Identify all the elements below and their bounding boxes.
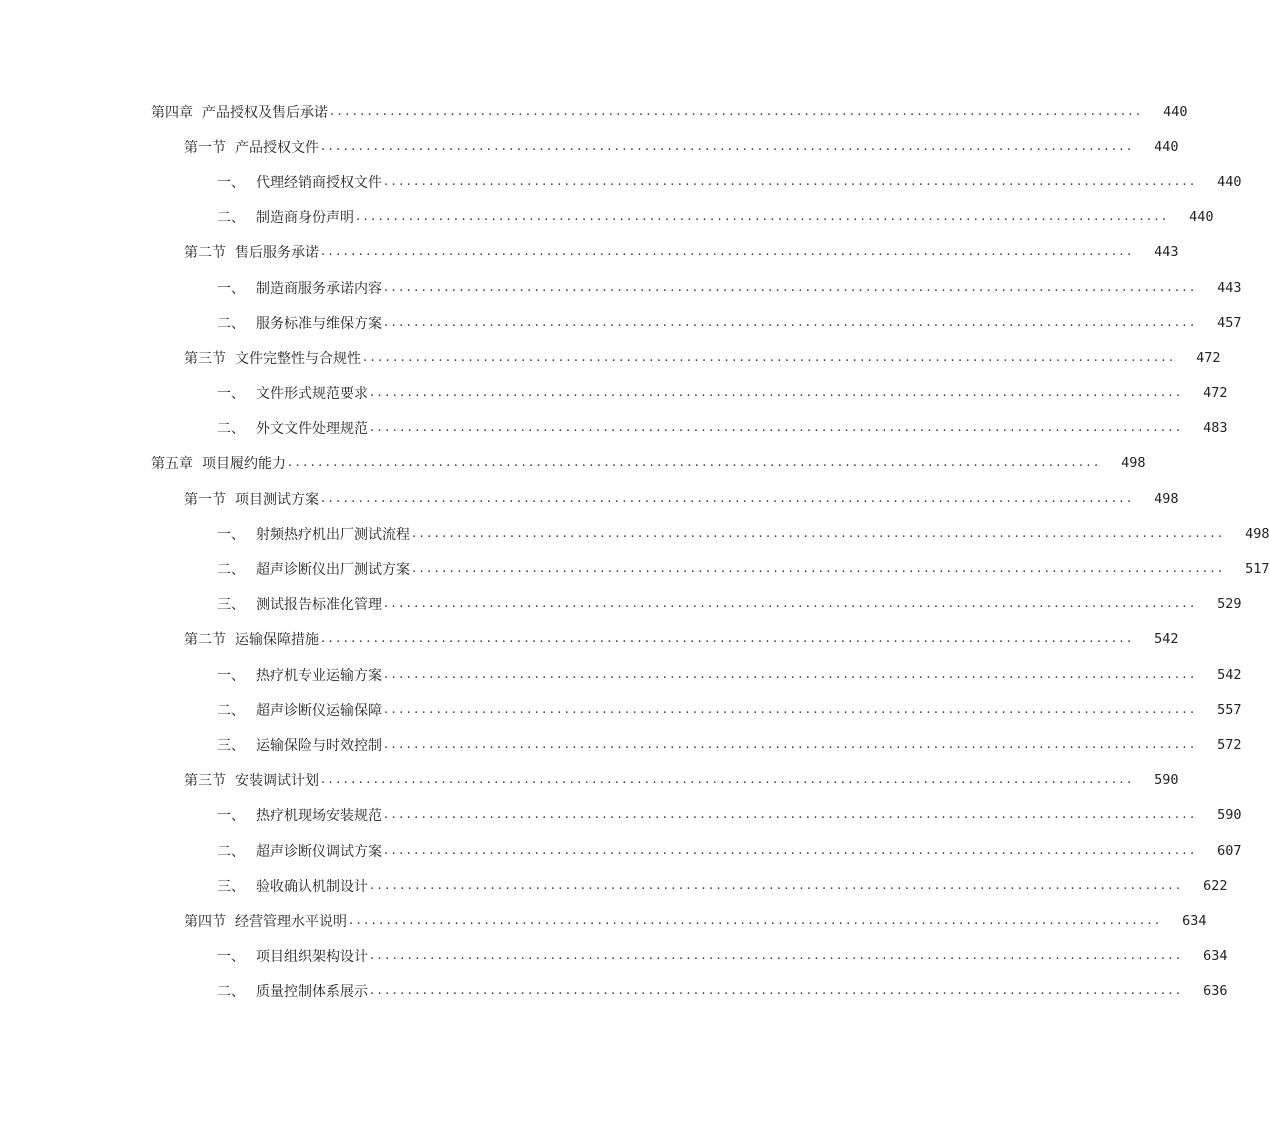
toc-entry[interactable] <box>0 798 1242 833</box>
toc-entry[interactable] <box>0 551 1270 586</box>
toc-entry-number: 一、 <box>217 280 245 297</box>
toc-dot-leader: ............................................................................................................ <box>384 736 1198 752</box>
toc-entry-number: 一、 <box>217 526 245 543</box>
toc-entry-number: 一、 <box>217 667 245 684</box>
toc-entry-number: 二、 <box>217 843 245 860</box>
toc-entry-title: 文件形式规范要求 <box>256 386 368 403</box>
toc-entry[interactable] <box>0 833 1242 868</box>
toc-entry-page: 498 <box>1154 490 1179 507</box>
toc-entry[interactable] <box>0 727 1242 762</box>
toc-entry-number: 第三节 <box>184 773 226 790</box>
toc-dot-leader: ............................................................................................................ <box>321 244 1135 260</box>
toc-entry[interactable] <box>0 446 1146 481</box>
toc-entry[interactable] <box>0 129 1179 164</box>
toc-entry-page: 634 <box>1182 912 1207 929</box>
toc-dot-leader: ............................................................................................................ <box>384 314 1198 330</box>
toc-entry-page: 457 <box>1217 314 1242 331</box>
toc-entry-title: 项目履约能力 <box>202 456 286 473</box>
toc-entry-title: 运输保障措施 <box>235 632 319 649</box>
toc-entry-number: 一、 <box>217 808 245 825</box>
toc-entry-number: 三、 <box>217 597 245 614</box>
toc-dot-leader: ............................................................................................................ <box>412 525 1226 541</box>
toc-entry-number: 二、 <box>217 421 245 438</box>
toc-dot-leader: ............................................................................................................ <box>321 490 1135 506</box>
toc-entry-title: 经营管理水平说明 <box>235 913 347 930</box>
toc-entry[interactable] <box>0 270 1242 305</box>
toc-entry-title: 验收确认机制设计 <box>256 878 368 895</box>
toc-entry-page: 517 <box>1245 561 1270 578</box>
toc-entry[interactable] <box>0 516 1270 551</box>
toc-entry-page: 472 <box>1196 349 1221 366</box>
toc-entry-page: 529 <box>1217 596 1242 613</box>
toc-dot-leader: ............................................................................................................ <box>384 807 1198 823</box>
toc-entry[interactable] <box>0 974 1228 1009</box>
toc-entry-title: 外文文件处理规范 <box>256 421 368 438</box>
toc-entry-number: 第二节 <box>184 632 226 649</box>
toc-entry-page: 498 <box>1245 525 1270 542</box>
toc-entry-page: 634 <box>1203 948 1228 965</box>
toc-entry-page: 542 <box>1217 666 1242 683</box>
toc-entry-number: 一、 <box>217 949 245 966</box>
toc-entry-page: 440 <box>1163 103 1188 120</box>
toc-entry[interactable] <box>0 481 1179 516</box>
toc-dot-leader: ............................................................................................................ <box>384 701 1198 717</box>
toc-entry-title: 超声诊断仪调试方案 <box>256 843 382 860</box>
toc-entry-page: 542 <box>1154 631 1179 648</box>
toc-dot-leader: ............................................................................................................ <box>349 912 1163 928</box>
toc-entry-title: 安装调试计划 <box>235 773 319 790</box>
toc-entry-page: 636 <box>1203 983 1228 1000</box>
toc-dot-leader: ............................................................................................................ <box>370 877 1184 893</box>
toc-entry-page: 590 <box>1217 807 1242 824</box>
toc-entry-title: 热疗机专业运输方案 <box>256 667 382 684</box>
toc-entry-title: 代理经销商授权文件 <box>256 174 382 191</box>
toc-entry[interactable] <box>0 235 1179 270</box>
toc-entry-page: 483 <box>1203 420 1228 437</box>
toc-entry-page: 622 <box>1203 877 1228 894</box>
toc-entry-number: 第一节 <box>184 139 226 156</box>
toc-entry-page: 572 <box>1217 736 1242 753</box>
toc-entry[interactable] <box>0 376 1228 411</box>
toc-dot-leader: ............................................................................................................ <box>321 631 1135 647</box>
toc-entry-title: 售后服务承诺 <box>235 245 319 262</box>
toc-entry[interactable] <box>0 622 1179 657</box>
toc-entry-title: 制造商身份声明 <box>256 210 354 227</box>
toc-dot-leader: ............................................................................................................ <box>370 420 1184 436</box>
toc-entry-title: 运输保险与时效控制 <box>256 737 382 754</box>
toc-entry[interactable] <box>0 868 1228 903</box>
toc-dot-leader: ............................................................................................................ <box>384 842 1198 858</box>
toc-dot-leader: ............................................................................................................ <box>321 138 1135 154</box>
toc-entry-title: 产品授权文件 <box>235 139 319 156</box>
toc-entry-title: 超声诊断仪出厂测试方案 <box>256 562 410 579</box>
table-of-contents <box>0 94 1270 1009</box>
toc-entry-page: 472 <box>1203 385 1228 402</box>
toc-entry[interactable] <box>0 200 1214 235</box>
toc-entry[interactable] <box>0 164 1242 199</box>
toc-entry[interactable] <box>0 587 1242 622</box>
toc-entry-page: 443 <box>1154 244 1179 261</box>
toc-dot-leader: ............................................................................................................ <box>384 666 1198 682</box>
toc-entry-title: 测试报告标准化管理 <box>256 597 382 614</box>
toc-entry-page: 440 <box>1189 209 1214 226</box>
toc-dot-leader: ............................................................................................................ <box>330 103 1144 119</box>
toc-dot-leader: ............................................................................................................ <box>370 948 1184 964</box>
toc-entry-number: 第一节 <box>184 491 226 508</box>
toc-entry-title: 项目组织架构设计 <box>256 949 368 966</box>
toc-entry-number: 二、 <box>217 210 245 227</box>
toc-entry-title: 制造商服务承诺内容 <box>256 280 382 297</box>
toc-dot-leader: ............................................................................................................ <box>412 561 1226 577</box>
toc-entry-number: 二、 <box>217 702 245 719</box>
toc-entry-number: 二、 <box>217 984 245 1001</box>
toc-entry-number: 一、 <box>217 174 245 191</box>
toc-dot-leader: ............................................................................................................ <box>370 385 1184 401</box>
toc-entry[interactable] <box>0 305 1242 340</box>
toc-dot-leader: ............................................................................................................ <box>356 209 1170 225</box>
toc-entry-title: 质量控制体系展示 <box>256 984 368 1001</box>
toc-entry-page: 590 <box>1154 772 1179 789</box>
toc-entry-title: 超声诊断仪运输保障 <box>256 702 382 719</box>
toc-entry-number: 第三节 <box>184 350 226 367</box>
toc-dot-leader: ............................................................................................................ <box>370 983 1184 999</box>
toc-entry-page: 607 <box>1217 842 1242 859</box>
toc-entry-number: 二、 <box>217 562 245 579</box>
toc-dot-leader: ............................................................................................................ <box>288 455 1102 471</box>
toc-entry[interactable] <box>0 763 1179 798</box>
toc-entry[interactable] <box>0 903 1207 938</box>
toc-entry-page: 443 <box>1217 279 1242 296</box>
toc-entry[interactable] <box>0 411 1228 446</box>
toc-entry-number: 第四章 <box>151 104 193 121</box>
toc-entry[interactable] <box>0 657 1242 692</box>
toc-entry-number: 第五章 <box>151 456 193 473</box>
toc-entry[interactable] <box>0 94 1188 129</box>
toc-entry[interactable] <box>0 692 1242 727</box>
toc-entry-page: 440 <box>1217 173 1242 190</box>
toc-entry-page: 440 <box>1154 138 1179 155</box>
toc-entry[interactable] <box>0 939 1228 974</box>
toc-entry-title: 热疗机现场安装规范 <box>256 808 382 825</box>
toc-entry-number: 第二节 <box>184 245 226 262</box>
toc-dot-leader: ............................................................................................................ <box>321 772 1135 788</box>
toc-entry-number: 二、 <box>217 315 245 332</box>
toc-entry-title: 产品授权及售后承诺 <box>202 104 328 121</box>
toc-dot-leader: ............................................................................................................ <box>384 596 1198 612</box>
toc-dot-leader: ............................................................................................................ <box>384 279 1198 295</box>
toc-dot-leader: ............................................................................................................ <box>384 173 1198 189</box>
toc-entry-title: 项目测试方案 <box>235 491 319 508</box>
toc-entry-title: 射频热疗机出厂测试流程 <box>256 526 410 543</box>
toc-entry-number: 一、 <box>217 386 245 403</box>
toc-entry[interactable] <box>0 340 1221 375</box>
toc-entry-title: 服务标准与维保方案 <box>256 315 382 332</box>
toc-entry-number: 三、 <box>217 737 245 754</box>
toc-entry-title: 文件完整性与合规性 <box>235 350 361 367</box>
toc-entry-number: 第四节 <box>184 913 226 930</box>
toc-entry-page: 498 <box>1121 455 1146 472</box>
toc-entry-number: 三、 <box>217 878 245 895</box>
toc-entry-page: 557 <box>1217 701 1242 718</box>
toc-dot-leader: ............................................................................................................ <box>363 349 1177 365</box>
